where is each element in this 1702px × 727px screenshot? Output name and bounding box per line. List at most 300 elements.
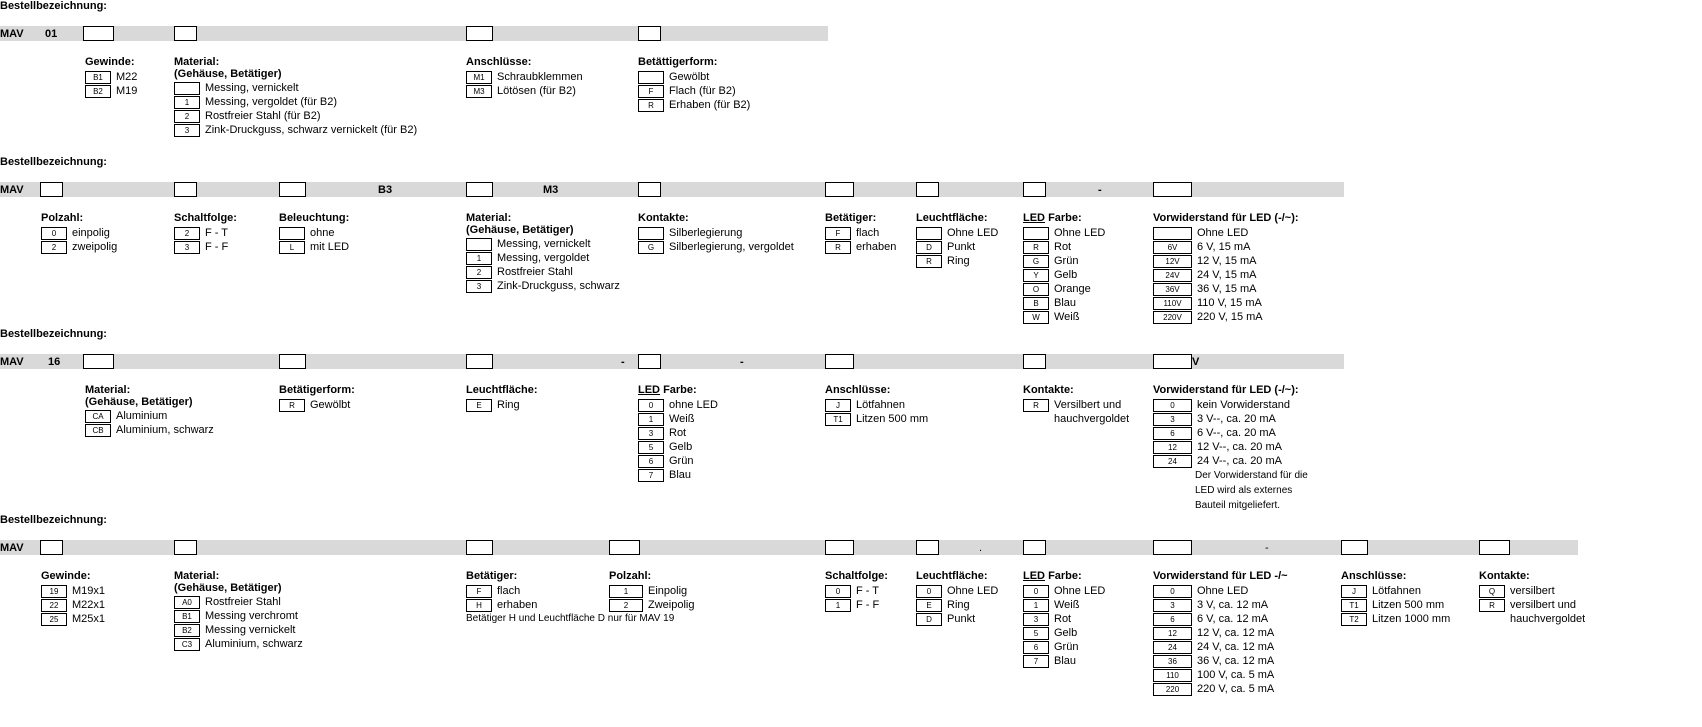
option-code: H [466,599,492,612]
option-row [1153,398,1325,412]
fixed-code: V [1192,356,1200,368]
code-slot[interactable] [638,182,661,197]
option-label: M19 [116,85,138,97]
group-heading: Betätiger: [466,570,518,582]
option-label: Punkt [947,241,976,253]
code-slot[interactable] [466,540,493,555]
option-row [174,109,417,123]
option-label: Aluminium [116,410,168,422]
option-row [1153,282,1299,296]
option-label: 100 V, ca. 5 mA [1197,669,1275,681]
option-label: Aluminium, schwarz [205,638,303,650]
option-label: 220 V, 15 mA [1197,311,1263,323]
code-slot[interactable] [1023,182,1046,197]
option-label: Orange [1054,283,1091,295]
option-row [466,237,620,251]
option-row [916,226,998,240]
code-slot[interactable] [83,26,114,41]
option-label: versilbert [1510,585,1555,597]
group-heading: Polzahl: [41,212,84,224]
option-code: 36V [1153,283,1192,296]
option-code: 2 [41,241,67,254]
option-code: 22 [41,599,67,612]
option-row [85,409,214,423]
option-label: Erhaben (für B2) [669,99,751,111]
code-slot[interactable] [1341,540,1368,555]
option-label: Grün [669,455,694,467]
option-code: R [1023,241,1049,254]
option-row [85,84,137,98]
option-code [279,227,305,240]
option-code: M3 [466,85,492,98]
code-slot[interactable] [279,354,306,369]
option-label: Zweipolig [648,599,695,611]
option-label: Messing, vergoldet (für B2) [205,96,338,108]
option-row [638,84,750,98]
option-row [1023,398,1129,412]
option-label: 3 V, ca. 12 mA [1197,599,1269,611]
option-code: 25 [41,613,67,626]
option-code: B2 [85,85,111,98]
option-row [1153,310,1299,324]
option-row [174,637,303,651]
option-code: J [1341,585,1367,598]
option-row [825,398,928,412]
option-row [466,265,620,279]
group-heading: Schaltfolge: [174,212,237,224]
option-row [1153,412,1325,426]
option-group-anschluesse [1341,570,1450,626]
option-row [1153,426,1325,440]
option-label: F - F [205,241,229,253]
code-slot[interactable] [1023,354,1046,369]
option-label: Weiß [1054,311,1080,323]
section-title: Bestellbezeichnung: [0,0,107,12]
code-slot[interactable] [174,26,197,41]
option-code: 220V [1153,311,1192,324]
option-row [638,398,718,412]
option-label: 6 V--, ca. 20 mA [1197,427,1276,439]
option-code: F [466,585,492,598]
option-code: 1 [638,413,664,426]
option-row [279,226,349,240]
option-group-schaltfolge [825,570,888,612]
option-code: M1 [466,71,492,84]
option-row [1479,598,1585,612]
option-code: 5 [1023,627,1049,640]
option-label: Gewölbt [669,71,710,83]
option-group-schaltfolge [174,212,237,254]
option-row [1023,626,1105,640]
option-row [1023,226,1105,240]
option-label: 24 V, ca. 12 mA [1197,641,1275,653]
option-code: L [279,241,305,254]
option-label: Punkt [947,613,976,625]
option-label: Ring [497,399,520,411]
option-code: 3 [638,427,664,440]
option-label: Zink-Druckguss, schwarz [497,280,620,292]
order-code-bar [0,354,1344,369]
code-slot[interactable] [1023,540,1046,555]
option-label: Silberlegierung [669,227,743,239]
option-label: Blau [1054,297,1077,309]
group-heading: Leuchtfläche: [916,212,988,224]
option-code: B2 [174,624,200,637]
option-row [1479,584,1585,598]
code-slot[interactable] [466,182,493,197]
group-heading: Anschlüsse: [1341,570,1407,582]
option-row [916,240,998,254]
footnote: Betätiger H und Leuchtfläche D nur für MAV 19 [466,613,675,624]
option-group-vorwiderstand [1153,212,1299,324]
prefix-label: MAV [0,542,24,554]
option-row [638,240,794,254]
option-label: hauchvergoldet [1510,613,1586,625]
order-code-bar [0,182,1344,197]
option-code: O [1023,283,1049,296]
option-label: 12 V, 15 mA [1197,255,1257,267]
option-group-betaetigerform [638,56,750,112]
option-row [85,70,137,84]
option-row [1023,296,1105,310]
group-heading: Anschlüsse: [466,56,532,68]
option-code: CA [85,410,111,423]
group-subheading: (Gehäuse, Betätiger) [174,68,282,80]
option-row [1023,268,1105,282]
option-group-anschluesse [825,384,928,426]
option-label: 6 V, ca. 12 mA [1197,613,1269,625]
option-row [638,440,718,454]
group-heading: Betätiger: [825,212,877,224]
option-label: Grün [1054,641,1079,653]
option-code [174,82,200,95]
fixed-code: 16 [48,356,61,368]
fixed-code: - [1265,542,1269,554]
option-code: Q [1479,585,1505,598]
group-heading: Kontakte: [1023,384,1074,396]
option-row [1023,654,1105,668]
option-group-leuchtflaeche [466,384,538,412]
option-row [1153,268,1299,282]
option-row [41,598,105,612]
option-code: D [916,613,942,626]
option-label: zweipolig [72,241,118,253]
option-label: Messing, vernickelt [205,82,299,94]
option-row [1153,654,1288,668]
code-slot[interactable] [174,182,197,197]
code-slot[interactable] [1153,354,1192,369]
option-code: F [825,227,851,240]
option-label: Litzen 500 mm [1372,599,1445,611]
option-label: Lötfahnen [856,399,905,411]
option-code: 1 [609,585,643,598]
option-row [279,240,349,254]
option-row [41,584,105,598]
option-code: 6V [1153,241,1192,254]
group-heading: Gewinde: [41,570,91,582]
option-code [1153,227,1192,240]
option-label: 12 V, ca. 12 mA [1197,627,1275,639]
option-row [825,598,888,612]
option-label: mit LED [310,241,350,253]
option-code: R [279,399,305,412]
code-slot[interactable] [1153,540,1192,555]
code-slot[interactable] [916,540,939,555]
section-title: Bestellbezeichnung: [0,328,107,340]
option-label: Messing vernickelt [205,624,296,636]
option-code: 3 [174,241,200,254]
option-row [279,398,355,412]
code-slot[interactable] [40,540,63,555]
option-label: Rostfreier Stahl [497,266,573,278]
option-label: Silberlegierung, vergoldet [669,241,794,253]
group-heading-led: LED [1023,570,1045,582]
group-heading: Leuchtfläche: [916,570,988,582]
option-label: versilbert und [1510,599,1577,611]
option-group-vorwiderstand [1153,384,1325,513]
option-code: E [916,599,942,612]
option-row [1153,240,1299,254]
option-row [1023,240,1105,254]
option-code [916,227,942,240]
option-row [466,398,538,412]
option-code: 12V [1153,255,1192,268]
option-code: B1 [85,71,111,84]
code-slot[interactable] [466,26,493,41]
option-row [1153,612,1288,626]
option-code: 36 [1153,655,1192,668]
option-code: R [1479,599,1505,612]
option-code: B1 [174,610,200,623]
option-label: Messing, vernickelt [497,238,591,250]
group-heading-led: LED [1023,212,1045,224]
option-label: hauchvergoldet [1054,413,1130,425]
option-label: Ohne LED [1197,585,1249,597]
option-label: Litzen 1000 mm [1372,613,1451,625]
option-code: 3 [1153,413,1192,426]
option-group-material [174,570,303,651]
option-label: erhaben [856,241,897,253]
code-slot[interactable] [279,182,306,197]
option-label: erhaben [497,599,538,611]
option-row [916,584,998,598]
group-heading-led: LED [638,384,660,396]
fixed-code: 01 [45,28,58,40]
code-slot[interactable] [916,182,939,197]
option-label: Rot [1054,613,1072,625]
code-slot[interactable] [825,354,854,369]
option-row [825,240,896,254]
prefix-label: MAV [0,356,24,368]
option-code: G [1023,255,1049,268]
option-group-material [174,56,417,137]
option-code: 1 [825,599,851,612]
option-label: Rostfreier Stahl [205,596,281,608]
option-label: M22x1 [72,599,106,611]
option-code: A0 [174,596,200,609]
option-label: ohne [310,227,335,239]
option-label: 12 V--, ca. 20 mA [1197,441,1282,453]
option-row [1153,440,1325,454]
prefix-label: MAV [0,28,24,40]
option-label: 110 V, 15 mA [1197,297,1262,309]
option-code: J [825,399,851,412]
code-slot[interactable] [825,540,854,555]
option-code: 7 [638,469,664,482]
option-row [1153,640,1288,654]
section-3 [0,328,1702,511]
group-heading: Beleuchtung: [279,212,350,224]
section-2 [0,156,1702,336]
option-code: T1 [1341,599,1367,612]
option-code: 24V [1153,269,1192,282]
group-heading: Leuchtfläche: [466,384,538,396]
section-title: Bestellbezeichnung: [0,514,107,526]
code-slot[interactable] [1153,182,1192,197]
option-row [638,70,750,84]
option-label: Weiß [669,413,695,425]
group-heading: Kontakte: [638,212,689,224]
option-code: 0 [1023,585,1049,598]
code-slot[interactable] [638,354,661,369]
code-slot[interactable] [40,182,63,197]
option-label: Schraubklemmen [497,71,583,83]
option-label: flach [497,585,521,597]
option-row [1023,282,1105,296]
group-heading: Anschlüsse: [825,384,891,396]
option-row [1023,254,1105,268]
option-group-betaetigerform [279,384,355,412]
option-code: 1 [174,96,200,109]
option-code: 220 [1153,683,1192,696]
group-subheading: (Gehäuse, Betätiger) [174,582,282,594]
option-label: Ring [947,599,970,611]
option-row [1153,598,1288,612]
option-group-kontakte [638,212,794,254]
group-heading-farbe: Farbe: [1048,570,1082,582]
group-heading-farbe: Farbe: [663,384,697,396]
option-label: kein Vorwiderstand [1197,399,1290,411]
option-label: M22 [116,71,138,83]
code-slot[interactable] [174,540,197,555]
option-group-led-farbe [638,384,718,482]
code-slot[interactable] [1479,540,1510,555]
group-heading [1023,570,1105,582]
group-subheading: (Gehäuse, Betätiger) [466,224,574,236]
option-label: Grün [1054,255,1079,267]
section-4 [0,514,1702,727]
option-code: 3 [174,124,200,137]
option-label: Rot [1054,241,1072,253]
option-group-leuchtflaeche [916,570,998,626]
option-group-anschluesse [466,56,583,98]
code-slot[interactable] [83,354,114,369]
fixed-code: M3 [543,184,559,196]
group-heading: Vorwiderstand für LED (-/~): [1153,384,1299,396]
group-heading [1023,212,1105,224]
option-row [1023,612,1105,626]
option-label: 3 V--, ca. 20 mA [1197,413,1276,425]
option-label: 24 V--, ca. 20 mA [1197,455,1282,467]
code-slot[interactable] [609,540,640,555]
option-row [1153,626,1288,640]
option-code: 6 [1153,613,1192,626]
option-label: F - T [856,585,880,597]
option-code: Y [1023,269,1049,282]
option-code: 6 [1153,427,1192,440]
option-label: F - T [205,227,229,239]
option-group-betaetiger [825,212,896,254]
option-code [638,227,664,240]
option-label: einpolig [72,227,110,239]
option-row [174,226,237,240]
option-row [1341,584,1450,598]
option-label: flach [856,227,880,239]
code-slot[interactable] [466,354,493,369]
option-row [1023,584,1105,598]
option-label: Weiß [1054,599,1080,611]
option-row [1023,598,1105,612]
option-group-leuchtflaeche [916,212,998,268]
option-row [1479,612,1585,626]
option-row [1341,598,1450,612]
option-row [638,468,718,482]
option-row [916,598,998,612]
option-row [1341,612,1450,626]
option-code: R [825,241,851,254]
option-code: T2 [1341,613,1367,626]
option-label: Aluminium, schwarz [116,424,214,436]
option-label: ohne LED [669,399,718,411]
option-row [825,584,888,598]
option-code: 3 [1153,599,1192,612]
option-row [638,426,718,440]
option-row [466,279,620,293]
option-label: Rostfreier Stahl (für B2) [205,110,321,122]
group-subheading: (Gehäuse, Betätiger) [85,396,193,408]
option-row [638,412,718,426]
group-heading: Vorwiderstand für LED -/~ [1153,570,1288,582]
option-row [174,81,417,95]
option-code: R [916,255,942,268]
option-code: B [1023,297,1049,310]
group-heading: Gewinde: [85,56,135,68]
option-row [1023,412,1129,426]
option-label: Ohne LED [1054,585,1106,597]
option-code: 3 [1023,613,1049,626]
option-code: C3 [174,638,200,651]
option-row [916,612,998,626]
option-code: 0 [638,399,664,412]
group-heading: Betättigerform: [638,56,718,68]
option-label: M19x1 [72,585,106,597]
option-code: 2 [174,110,200,123]
option-group-led-farbe [1023,212,1105,324]
option-code: 3 [466,280,492,293]
option-row [41,226,117,240]
option-label: Gelb [669,441,693,453]
option-row [825,412,928,426]
option-label: Messing verchromt [205,610,298,622]
group-heading: Kontakte: [1479,570,1530,582]
option-label: M25x1 [72,613,106,625]
group-heading: Betätigerform: [279,384,355,396]
option-row [174,240,237,254]
option-code: G [638,241,664,254]
group-heading: Polzahl: [609,570,652,582]
code-slot[interactable] [638,26,661,41]
code-slot[interactable] [825,182,854,197]
